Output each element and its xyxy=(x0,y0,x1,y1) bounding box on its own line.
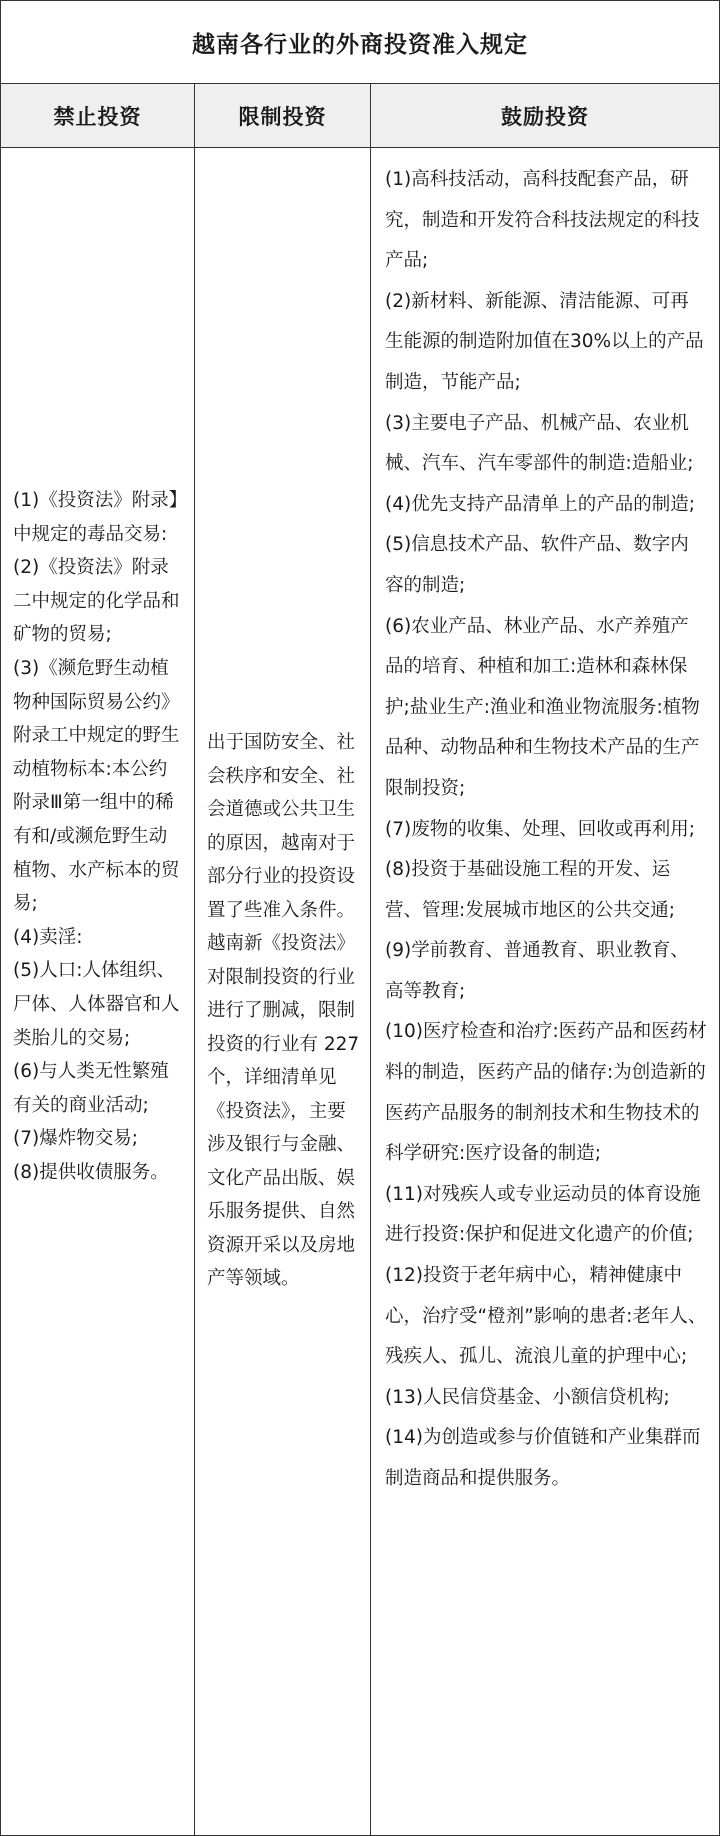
prohibited-item: (4)卖淫: xyxy=(13,926,83,948)
encouraged-item: (10)医疗检查和治疗:医药产品和医药材料的制造，医药产品的储存:为创造新的医药产品服务的制剂技术和生物技术的科学研究:医疗设备的制造; xyxy=(385,1021,707,1165)
restricted-column xyxy=(195,148,371,1836)
prohibited-column xyxy=(0,148,195,1836)
prohibited-item: (8)提供收债服务。 xyxy=(13,1161,169,1183)
encouraged-item: (13)人民信贷基金、小额信贷机构; xyxy=(385,1386,670,1408)
header-prohibited: 禁止投资 xyxy=(0,84,195,148)
encouraged-item: (1)高科技活动，高科技配套产品，研究，制造和开发符合科技法规定的科技产品; xyxy=(385,169,700,272)
encouraged-item: (8)投资于基础设施工程的开发、运营、管理:发展城市地区的公共交通; xyxy=(385,859,675,921)
encouraged-item: (14)为创造或参与价值链和产业集群而制造商品和提供服务。 xyxy=(385,1427,701,1489)
prohibited-item: (1)《投资法》附录】中规定的毒品交易: xyxy=(13,490,178,545)
encouraged-item: (9)学前教育、普通教育、职业教育、高等教育; xyxy=(385,940,689,1002)
encouraged-item: (6)农业产品、林业产品、水产养殖产品的培育、种植和加工:造林和森林保护;盐业生产:渔业和渔业物流服务:植物品种、动物品种和生物技术产品的生产限制投资; xyxy=(385,615,700,799)
table-title: 越南各行业的外商投资准入规定 xyxy=(0,0,720,84)
encouraged-item: (2)新材料、新能源、清洁能源、可再生能源的制造附加值在30%以上的产品制造，节能产品; xyxy=(385,290,704,393)
encouraged-item: (4)优先支持产品清单上的产品的制造; xyxy=(385,493,695,515)
header-encouraged: 鼓励投资 xyxy=(371,84,720,148)
encouraged-item: (3)主要电子产品、机械产品、农业机械、汽车、汽车零部件的制造:造船业; xyxy=(385,412,694,475)
encouraged-column xyxy=(371,148,720,1836)
encouraged-item: (12)投资于老年病中心，精神健康中心，治疗受“橙剂”影响的患者:老年人、残疾人、孤儿、流浪儿童的护理中心; xyxy=(385,1265,707,1368)
header-restricted: 限制投资 xyxy=(195,84,371,148)
prohibited-item: (2)《投资法》附录二中规定的化学品和矿物的贸易; xyxy=(13,557,180,646)
prohibited-item: (7)爆炸物交易; xyxy=(13,1128,138,1150)
prohibited-item: (3)《濒危野生动植物种国际贸易公约》附录工中规定的野生动植物标本:本公约附录Ⅲ第一组中的稀有和/或濒危野生动植物、水产标本的贸易; xyxy=(13,657,180,915)
prohibited-item: (5)人口:人体组织、尸体、人体器官和人类胎儿的交易; xyxy=(13,960,180,1049)
encouraged-item: (7)废物的收集、处理、回收或再利用; xyxy=(385,818,695,840)
restricted-text: 出于国防安全、社会秩序和安全、社会道德或公共卫生的原因，越南对于部分行业的投资设置了些准入条件。越南新《投资法》对限制投资的行业进行了删减，限制投资的行业有 227 个，详细清单见《投资法》，主要涉及银行与金融、文化产品出版、娱乐服务提供、自然资源开采以及房地产等领域。 xyxy=(207,732,360,1289)
encouraged-item: (11)对残疾人或专业运动员的体育设施进行投资:保护和促进文化遗产的价值; xyxy=(385,1183,701,1246)
encouraged-item: (5)信息技术产品、软件产品、数字内容的制造; xyxy=(385,534,689,596)
prohibited-item: (6)与人类无性繁殖有关的商业活动; xyxy=(13,1061,169,1116)
